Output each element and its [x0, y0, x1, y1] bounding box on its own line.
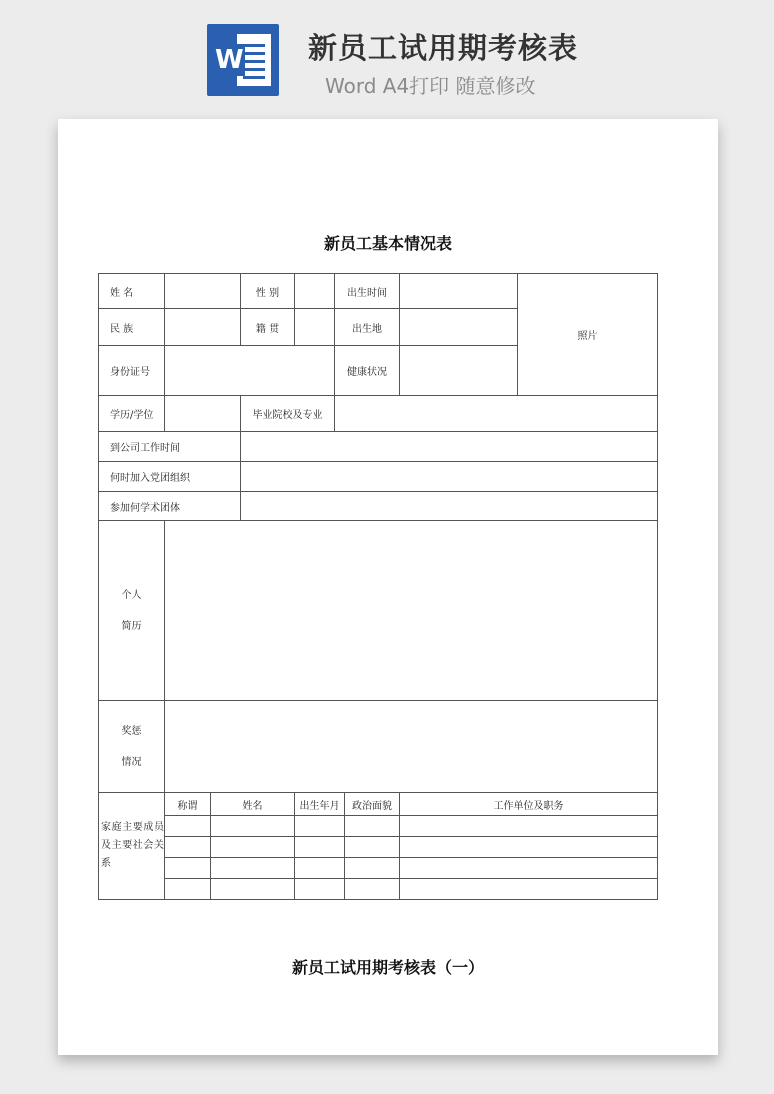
page-header [0, 0, 774, 110]
header-title: 新员工试用期考核表 [308, 31, 579, 65]
label-family [99, 793, 164, 899]
label-resume [99, 521, 164, 700]
label-education: 学历/学位 [110, 410, 154, 421]
document-title: 新员工基本情况表 [323, 234, 452, 253]
label-native-place: 籍 贯 [255, 323, 280, 335]
family-col-relation: 称谓 [177, 800, 198, 812]
label-id-number: 身份证号 [110, 367, 150, 378]
label-school-major: 毕业院校及专业 [252, 410, 323, 421]
family-col-political: 政治面貌 [352, 800, 392, 812]
family-col-birth: 出生年月 [299, 800, 340, 812]
document-page [58, 119, 718, 1055]
label-resume-line1: 个人 [121, 589, 142, 601]
label-gender: 性 别 [255, 287, 280, 299]
word-doc-icon [207, 24, 279, 96]
label-photo: 照片 [577, 331, 598, 342]
label-awards-line2: 情况 [121, 756, 142, 768]
label-birthplace: 出生地 [352, 323, 382, 335]
label-awards [99, 701, 164, 792]
word-letter: W [215, 45, 244, 75]
label-academic-groups: 参加何学术团体 [110, 502, 180, 514]
family-col-name: 姓名 [242, 800, 263, 812]
label-awards-line1: 奖惩 [121, 725, 142, 737]
label-family-text: 家庭主要成员及主要社会关系 [101, 822, 164, 869]
label-name: 姓 名 [110, 287, 134, 299]
label-resume-line2: 简历 [121, 620, 142, 632]
label-party-join: 何时加入党团组织 [110, 473, 190, 484]
header-subtitle: Word A4打印 随意修改 [325, 74, 536, 98]
label-health: 健康状况 [347, 367, 387, 378]
label-ethnicity: 民 族 [110, 323, 134, 335]
family-col-workplace: 工作单位及职务 [493, 800, 564, 812]
label-birth-time: 出生时间 [347, 287, 387, 299]
label-join-date: 到公司工作时间 [110, 443, 180, 454]
next-section-title: 新员工试用期考核表（一） [291, 958, 484, 977]
